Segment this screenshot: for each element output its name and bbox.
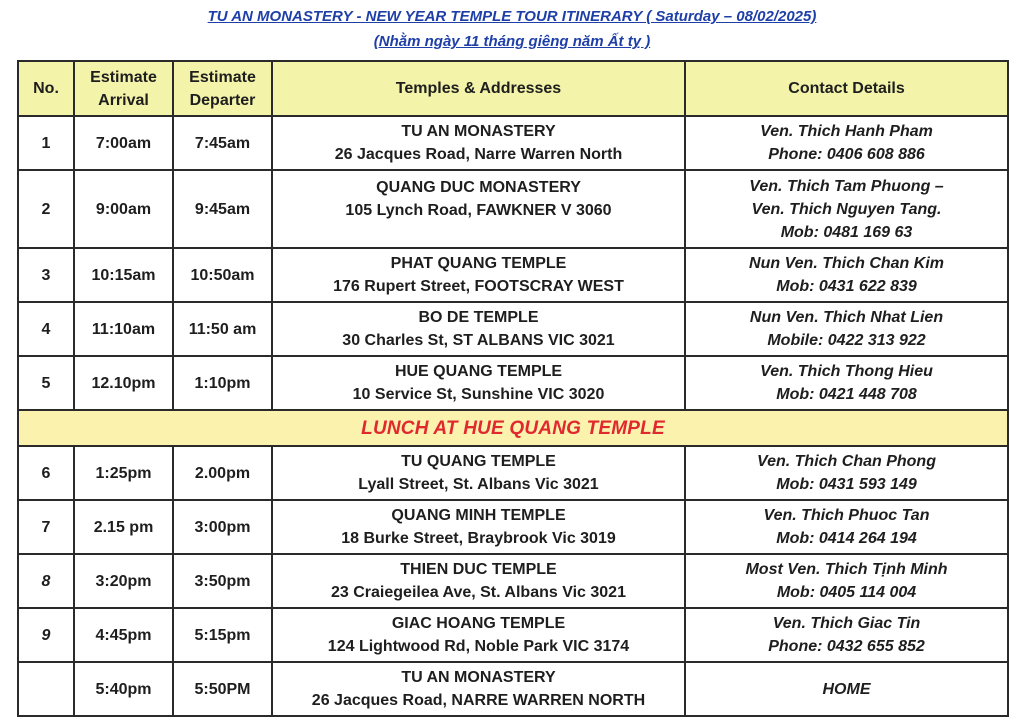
table-row <box>18 608 1008 662</box>
header-depart-line1: Estimate <box>189 68 256 86</box>
row-arrival: 9:00am <box>74 170 173 248</box>
temple-address: 124 Lightwood Rd, Noble Park VIC 3174 <box>327 638 630 655</box>
temple-address: 10 Service St, Sunshine VIC 3020 <box>352 386 605 403</box>
row-depart: 7:45am <box>173 116 272 170</box>
temple-name: QUANG MINH TEMPLE <box>391 507 566 524</box>
contact-phone: Mob: 0481 169 63 <box>780 223 913 241</box>
temple-name: QUANG DUC MONASTERY <box>376 179 581 196</box>
row-depart: 5:50PM <box>173 662 272 716</box>
header-arrival-line1: Estimate <box>90 68 157 86</box>
table-row <box>18 116 1008 170</box>
contact-phone: Phone: 0406 608 886 <box>768 146 925 163</box>
row-contact <box>685 608 1008 662</box>
lunch-banner: LUNCH AT HUE QUANG TEMPLE <box>18 410 1008 446</box>
row-no: 7 <box>18 500 74 554</box>
row-temple <box>272 554 685 608</box>
row-arrival: 5:40pm <box>74 662 173 716</box>
table-row <box>18 248 1008 302</box>
row-contact <box>685 302 1008 356</box>
contact-name: Ven. Thich Phuoc Tan <box>763 507 930 524</box>
temple-address: 26 Jacques Road, Narre Warren North <box>334 146 623 163</box>
header-arrival-line2: Arrival <box>98 91 149 109</box>
row-depart: 2.00pm <box>173 446 272 500</box>
row-contact <box>685 446 1008 500</box>
row-contact <box>685 356 1008 410</box>
temple-name: TU AN MONASTERY <box>401 123 556 140</box>
row-arrival: 3:20pm <box>74 554 173 608</box>
contact-name: Ven. Thich Hanh Pham <box>760 123 933 140</box>
row-contact <box>685 248 1008 302</box>
contact-name: Ven. Thich Giac Tin <box>772 615 921 632</box>
row-contact <box>685 662 1008 716</box>
temple-name: HUE QUANG TEMPLE <box>394 363 563 380</box>
temple-address: 30 Charles St, ST ALBANS VIC 3021 <box>342 332 615 349</box>
row-arrival: 4:45pm <box>74 608 173 662</box>
row-contact <box>685 500 1008 554</box>
header-no: No. <box>18 61 74 116</box>
itinerary-title: TU AN MONASTERY - NEW YEAR TEMPLE TOUR ITINERARY ( Saturday – 08/02/2025) <box>207 8 817 25</box>
row-depart: 3:00pm <box>173 500 272 554</box>
table-row <box>18 170 1008 248</box>
table-row <box>18 554 1008 608</box>
contact-phone: Mob: 0414 264 194 <box>776 530 917 547</box>
row-no: 3 <box>18 248 74 302</box>
row-temple <box>272 356 685 410</box>
row-temple <box>272 446 685 500</box>
temple-address: 23 Craiegeilea Ave, St. Albans Vic 3021 <box>331 584 626 601</box>
temple-address: 26 Jacques Road, NARRE WARREN NORTH <box>311 692 646 709</box>
row-no: 4 <box>18 302 74 356</box>
row-depart: 10:50am <box>173 248 272 302</box>
table-row <box>18 500 1008 554</box>
row-temple <box>272 608 685 662</box>
contact-phone: Mob: 0431 622 839 <box>776 278 917 295</box>
table-row <box>18 662 1008 716</box>
row-contact <box>685 554 1008 608</box>
contact-phone: Phone: 0432 655 852 <box>768 638 925 655</box>
row-temple <box>272 302 685 356</box>
contact-phone: Mob: 0405 114 004 <box>776 584 917 601</box>
row-no <box>18 662 74 716</box>
row-no: 5 <box>18 356 74 410</box>
temple-name: TU QUANG TEMPLE <box>401 453 556 470</box>
row-depart: 1:10pm <box>173 356 272 410</box>
contact-phone: Mob: 0431 593 149 <box>776 476 917 493</box>
contact-phone: Mobile: 0422 313 922 <box>767 332 926 349</box>
row-depart: 3:50pm <box>173 554 272 608</box>
table-header-row <box>18 61 1008 116</box>
contact-name: Ven. Thich Tam Phuong – <box>749 177 944 195</box>
contact-phone: Mob: 0421 448 708 <box>776 386 917 403</box>
row-arrival: 2.15 pm <box>74 500 173 554</box>
header-arrival <box>74 61 173 116</box>
header-temples: Temples & Addresses <box>272 61 685 116</box>
contact-name: Ven. Thich Chan Phong <box>757 453 936 470</box>
row-depart: 11:50 am <box>173 302 272 356</box>
row-contact <box>685 116 1008 170</box>
itinerary-subtitle: (Nhằm ngày 11 tháng giêng năm Ất tỵ ) <box>373 33 651 50</box>
row-depart: 5:15pm <box>173 608 272 662</box>
temple-name: PHAT QUANG TEMPLE <box>390 255 567 272</box>
row-temple <box>272 116 685 170</box>
contact-name-2: Ven. Thich Nguyen Tang. <box>751 200 942 218</box>
row-no: 2 <box>18 170 74 248</box>
row-temple <box>272 248 685 302</box>
temple-address: 18 Burke Street, Braybrook Vic 3019 <box>341 530 616 547</box>
row-no: 8 <box>18 554 74 608</box>
row-no: 1 <box>18 116 74 170</box>
row-no: 6 <box>18 446 74 500</box>
table-row <box>18 302 1008 356</box>
temple-name: BO DE TEMPLE <box>418 309 539 326</box>
header-departure <box>173 61 272 116</box>
row-depart: 9:45am <box>173 170 272 248</box>
contact-name: HOME <box>822 680 871 698</box>
row-temple <box>272 662 685 716</box>
header-depart-line2: Departer <box>189 91 256 109</box>
temple-address: Lyall Street, St. Albans Vic 3021 <box>358 476 599 493</box>
row-arrival: 10:15am <box>74 248 173 302</box>
row-arrival: 12.10pm <box>74 356 173 410</box>
row-contact <box>685 170 1008 248</box>
temple-address: 105 Lynch Road, FAWKNER V 3060 <box>345 202 612 219</box>
contact-name: Most Ven. Thich Tịnh Minh <box>745 561 948 578</box>
row-arrival: 11:10am <box>74 302 173 356</box>
temple-address: 176 Rupert Street, FOOTSCRAY WEST <box>333 278 624 295</box>
temple-name: TU AN MONASTERY <box>401 669 556 686</box>
row-no: 9 <box>18 608 74 662</box>
contact-name: Nun Ven. Thich Chan Kim <box>749 255 944 272</box>
row-arrival: 7:00am <box>74 116 173 170</box>
table-row <box>18 356 1008 410</box>
table-row <box>18 446 1008 500</box>
contact-name: Nun Ven. Thich Nhat Lien <box>749 309 944 326</box>
row-temple <box>272 500 685 554</box>
temple-name: THIEN DUC TEMPLE <box>400 561 557 578</box>
row-arrival: 1:25pm <box>74 446 173 500</box>
row-temple <box>272 170 685 248</box>
temple-name: GIAC HOANG TEMPLE <box>391 615 566 632</box>
header-contact: Contact Details <box>685 61 1008 116</box>
itinerary-table <box>17 60 1009 717</box>
contact-name: Ven. Thich Thong Hieu <box>760 363 933 380</box>
lunch-row <box>18 410 1008 446</box>
